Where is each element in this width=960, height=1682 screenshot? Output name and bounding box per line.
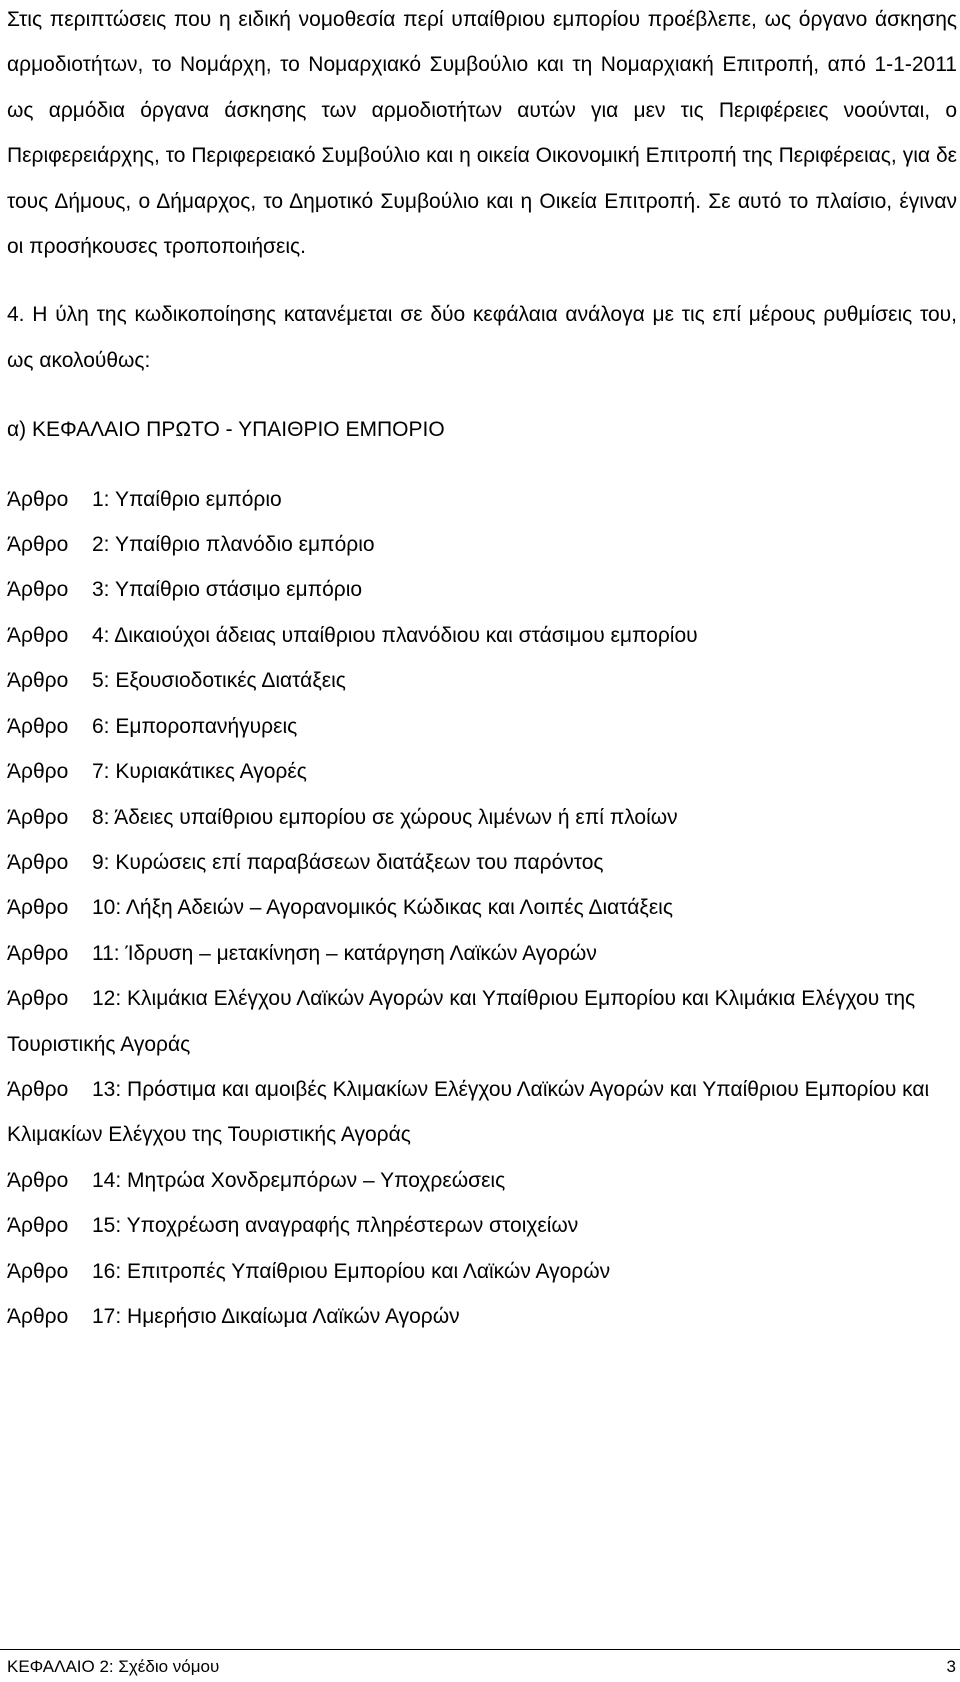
article-title: 14: Μητρώα Χονδρεμπόρων – Υποχρεώσεις xyxy=(92,1168,506,1192)
article-title: 10: Λήξη Αδειών – Αγορανομικός Κώδικας και Λοιπές Διατάξεις xyxy=(92,896,673,920)
intro-paragraph: Στις περιπτώσεις που η ειδική νομοθεσία περί υπαίθριου εμπορίου προέβλεπε, ως όργανο άσκησης αρμοδιοτήτων, το Νομάρχη, το Νομαρχιακό Συμβούλιο και τη Νομαρχιακή Επιτροπή, από 1-1-2011 ως αρμόδια όργανα άσκησης των αρμοδιοτήτων αυτών για μεν τις Περιφέρειες νοούνται, ο Περιφερειάρχης, το Περιφερειακό Συμβούλιο και η οικεία Οικονομική Επιτροπή της Περιφέρειας, για δε τους Δήμους, ο Δήμαρχος, το Δημοτικό Συμβούλιο και η Οικεία Επιτροπή. Σε αυτό το πλαίσιο, έγιναν οι προσήκουσες τροποποιήσεις. xyxy=(7,8,957,259)
article-item xyxy=(7,1158,957,1203)
article-label: Άρθρο xyxy=(7,623,69,647)
article-label: Άρθρο xyxy=(7,1304,69,1328)
article-item xyxy=(7,795,957,840)
article-item xyxy=(7,1203,957,1248)
article-title: 4: Δικαιούχοι άδειας υπαίθριου πλανόδιου και στάσιμου εμπορίου xyxy=(92,623,698,647)
page-footer xyxy=(0,1649,960,1682)
point-4-paragraph: 4. Η ύλη της κωδικοποίησης κατανέμεται σε δύο κεφάλαια ανάλογα με τις επί μέρους ρυθμίσεις του, ως ακολούθως: xyxy=(7,303,957,372)
article-title: 3: Υπαίθριο στάσιμο εμπόριο xyxy=(92,578,363,602)
article-title: 16: Επιτροπές Υπαίθριου Εμπορίου και Λαϊκών Αγορών xyxy=(92,1259,611,1283)
article-item xyxy=(7,1294,957,1339)
footer-chapter-label: ΚΕΦΑΛΑΙΟ 2: Σχέδιο νόμου xyxy=(7,1657,220,1676)
article-item xyxy=(7,749,957,794)
article-label: Άρθρο xyxy=(7,1168,69,1192)
article-item xyxy=(7,658,957,703)
article-item xyxy=(7,567,957,612)
article-item xyxy=(7,840,957,885)
article-label: Άρθρο xyxy=(7,1259,69,1283)
article-label: Άρθρο xyxy=(7,850,69,874)
article-label: Άρθρο xyxy=(7,1077,69,1101)
article-title: 1: Υπαίθριο εμπόριο xyxy=(92,487,282,511)
article-item xyxy=(7,1067,957,1158)
article-title: 12: Κλιμάκια Ελέγχου Λαϊκών Αγορών και Υπαίθριου Εμπορίου και Κλιμάκια Ελέγχου της Τουριστικής Αγοράς xyxy=(7,987,916,1056)
article-title: 7: Κυριακάτικες Αγορές xyxy=(92,760,307,784)
article-item xyxy=(7,522,957,567)
article-label: Άρθρο xyxy=(7,805,69,829)
article-label: Άρθρο xyxy=(7,669,69,693)
articles-list xyxy=(7,477,957,1340)
article-label: Άρθρο xyxy=(7,533,69,557)
article-title: 5: Εξουσιοδοτικές Διατάξεις xyxy=(92,669,346,693)
article-label: Άρθρο xyxy=(7,896,69,920)
article-label: Άρθρο xyxy=(7,487,69,511)
article-label: Άρθρο xyxy=(7,714,69,738)
article-label: Άρθρο xyxy=(7,941,69,965)
article-title: 15: Υποχρέωση αναγραφής πληρέστερων στοιχείων xyxy=(92,1214,579,1238)
page-number: 3 xyxy=(946,1657,956,1676)
document-page xyxy=(7,0,957,1339)
article-title: 13: Πρόστιμα και αμοιβές Κλιμακίων Ελέγχου Λαϊκών Αγορών και Υπαίθριου Εμπορίου και Κλιμακίων Ελέγχου της Τουριστικής Αγοράς xyxy=(7,1077,930,1147)
article-item xyxy=(7,931,957,976)
article-title: 11: Ίδρυση – μετακίνηση – κατάργηση Λαϊκών Αγορών xyxy=(92,941,597,965)
article-item xyxy=(7,885,957,930)
article-title: 9: Κυρώσεις επί παραβάσεων διατάξεων του παρόντος xyxy=(92,850,604,874)
article-item xyxy=(7,613,957,658)
article-title: 2: Υπαίθριο πλανόδιο εμπόριο xyxy=(92,533,375,557)
article-label: Άρθρο xyxy=(7,1214,69,1238)
article-title: 17: Ημερήσιο Δικαίωμα Λαϊκών Αγορών xyxy=(92,1304,460,1328)
article-item xyxy=(7,976,957,1067)
article-title: 8: Άδειες υπαίθριου εμπορίου σε χώρους λιμένων ή επί πλοίων xyxy=(92,805,678,829)
article-item xyxy=(7,1249,957,1294)
chapter-a-heading: α) ΚΕΦΑΛΑΙΟ ΠΡΩΤΟ - ΥΠΑΙΘΡΙΟ ΕΜΠΟΡΙΟ xyxy=(7,418,445,442)
article-label: Άρθρο xyxy=(7,578,69,602)
article-label: Άρθρο xyxy=(7,760,69,784)
article-title: 6: Εμποροπανήγυρεις xyxy=(92,714,298,738)
article-item xyxy=(7,704,957,749)
article-label: Άρθρο xyxy=(7,987,69,1011)
article-item xyxy=(7,477,957,522)
